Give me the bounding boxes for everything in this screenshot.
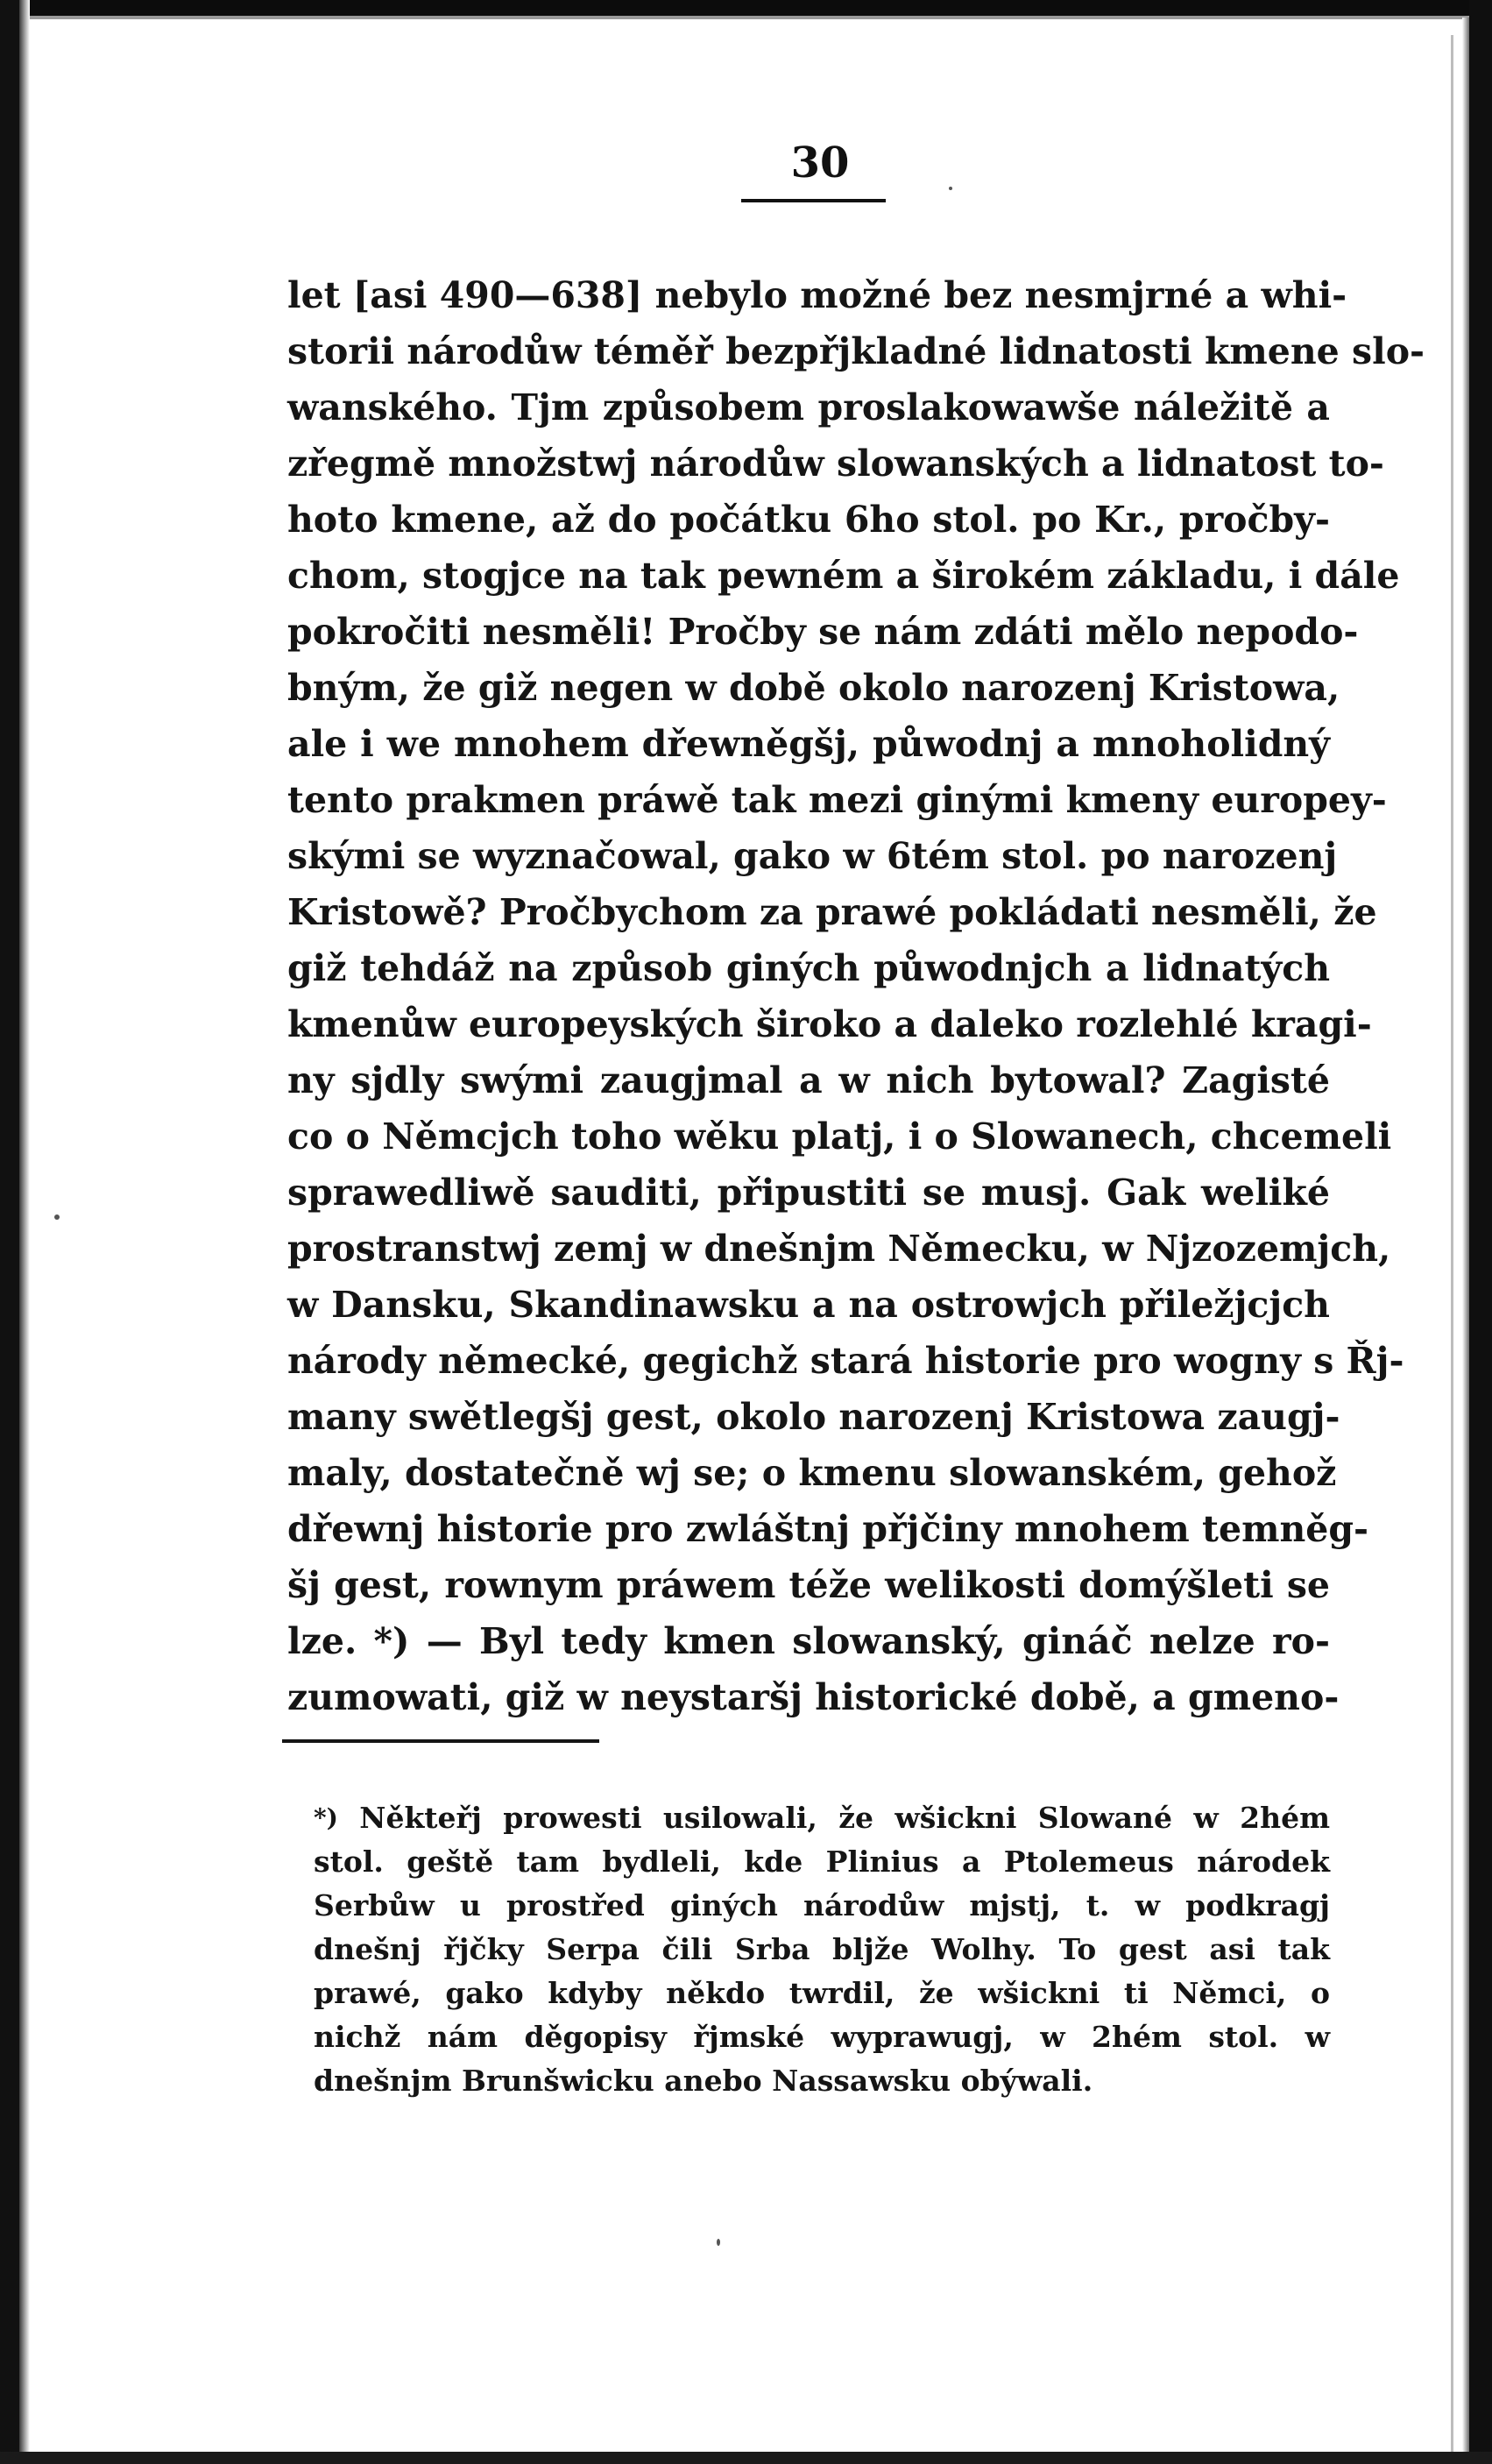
footnote-line: dnešnjm Brunšwicku anebo Nassawsku obýwali. bbox=[314, 2064, 1093, 2098]
body-line: maly, dostatečně wj se; o kmenu slowanském, gehož bbox=[287, 1452, 1337, 1494]
body-line: lze. *) — Byl tedy kmen slowanský, gináč nelze ro- bbox=[287, 1620, 1330, 1662]
scan-top-shadow bbox=[0, 16, 1492, 19]
body-line: pokročiti nesměli! Pročby se nám zdáti mělo nepodo- bbox=[287, 611, 1359, 653]
page-number-rule bbox=[741, 199, 886, 202]
body-line: many swětlegšj gest, okolo narozenj Kristowa zaugj- bbox=[287, 1396, 1340, 1438]
body-line: ny sjdly swými zaugjmal a w nich bytowal? Zagisté bbox=[287, 1059, 1330, 1101]
footnote-line-text: Někteřj prowesti usilowali, že wšickni Slowané w 2hém bbox=[359, 1801, 1330, 1835]
body-line: wanského. Tjm způsobem proslakowawše náležitě a bbox=[287, 386, 1330, 428]
footnote-line: dnešnj řjčky Serpa čili Srba bljže Wolhy. To gest asi tak bbox=[314, 1932, 1330, 1966]
body-line: hoto kmene, až do počátku 6ho stol. po Kr., pročby- bbox=[287, 499, 1330, 541]
scan-top-edge bbox=[0, 0, 1492, 16]
footnote-line: stol. geště tam bydleli, kde Plinius a Ptolemeus národek bbox=[314, 1844, 1330, 1879]
footnote-separator bbox=[282, 1739, 599, 1743]
body-line: národy německé, gegichž stará historie pro wogny s Řj- bbox=[287, 1340, 1404, 1382]
body-line: ale i we mnohem dřewněgšj, půwodnj a mnoholidný bbox=[287, 723, 1330, 765]
body-line: skými se wyznačowal, gako w 6tém stol. po narozenj bbox=[287, 835, 1338, 877]
scan-right-fold-line bbox=[1451, 35, 1453, 2453]
scan-left-shadow bbox=[19, 0, 30, 2464]
scan-speck bbox=[949, 187, 952, 190]
body-line: tento prakmen práwě tak mezi ginými kmeny europey- bbox=[287, 779, 1387, 821]
body-line: storii národůw téměř bezpřjkladné lidnatosti kmene slo- bbox=[287, 330, 1425, 372]
body-line: let [asi 490—638] nebylo možné bez nesmjrné a whi- bbox=[287, 274, 1347, 316]
footnote-line: prawé, gako kdyby někdo twrdil, že wšickni ti Němci, o bbox=[314, 1976, 1330, 2010]
body-line: co o Němcjch toho wěku platj, i o Slowanech, chcemeli bbox=[287, 1115, 1392, 1158]
body-line: prostranstwj zemj w dnešnjm Německu, w Njzozemjch, bbox=[287, 1228, 1391, 1270]
scan-right-edge bbox=[1469, 0, 1492, 2464]
footnote-line-first bbox=[314, 1796, 1330, 1840]
footnote-line: Serbůw u prostřed giných národůw mjstj, t. w podkragj bbox=[314, 1888, 1330, 1922]
footnote-marker: *) bbox=[314, 1803, 338, 1832]
body-line: chom, stogjce na tak pewném a širokém základu, i dále bbox=[287, 555, 1400, 597]
body-line: w Dansku, Skandinawsku a na ostrowjch přiležjcjch bbox=[287, 1284, 1330, 1326]
body-line: sprawedliwě sauditi, připustiti se musj. Gak weliké bbox=[287, 1172, 1330, 1214]
page-number: 30 bbox=[790, 138, 850, 188]
body-line: dřewnj historie pro zwláštnj přjčiny mnohem temněg- bbox=[287, 1508, 1369, 1550]
body-line: šj gest, rownym práwem téže welikosti domýšleti se bbox=[287, 1564, 1330, 1606]
body-line: giž tehdáž na způsob giných půwodnjch a lidnatých bbox=[287, 947, 1330, 989]
body-line: kmenůw europeyských široko a daleko rozlehlé kragi- bbox=[287, 1003, 1372, 1045]
body-line: Kristowě? Pročbychom za prawé pokládati nesměli, že bbox=[287, 891, 1377, 933]
body-text bbox=[287, 267, 1425, 1725]
body-line: zumowati, giž w neystaršj historické době, a gmeno- bbox=[287, 1676, 1340, 1718]
scan-speck bbox=[717, 2239, 720, 2246]
scan-speck bbox=[54, 1214, 60, 1220]
scan-left-edge bbox=[0, 0, 19, 2464]
scan-bottom-edge bbox=[0, 2452, 1492, 2464]
footnote bbox=[314, 1796, 1330, 2103]
body-line: bným, že giž negen w době okolo narozenj Kristowa, bbox=[287, 667, 1340, 709]
footnote-line: nichž nám děgopisy řjmské wyprawugj, w 2hém stol. w bbox=[314, 2020, 1330, 2054]
scan-right-shadow bbox=[1462, 18, 1469, 2464]
body-line: zřegmě množstwj národůw slowanských a lidnatost to- bbox=[287, 443, 1384, 485]
